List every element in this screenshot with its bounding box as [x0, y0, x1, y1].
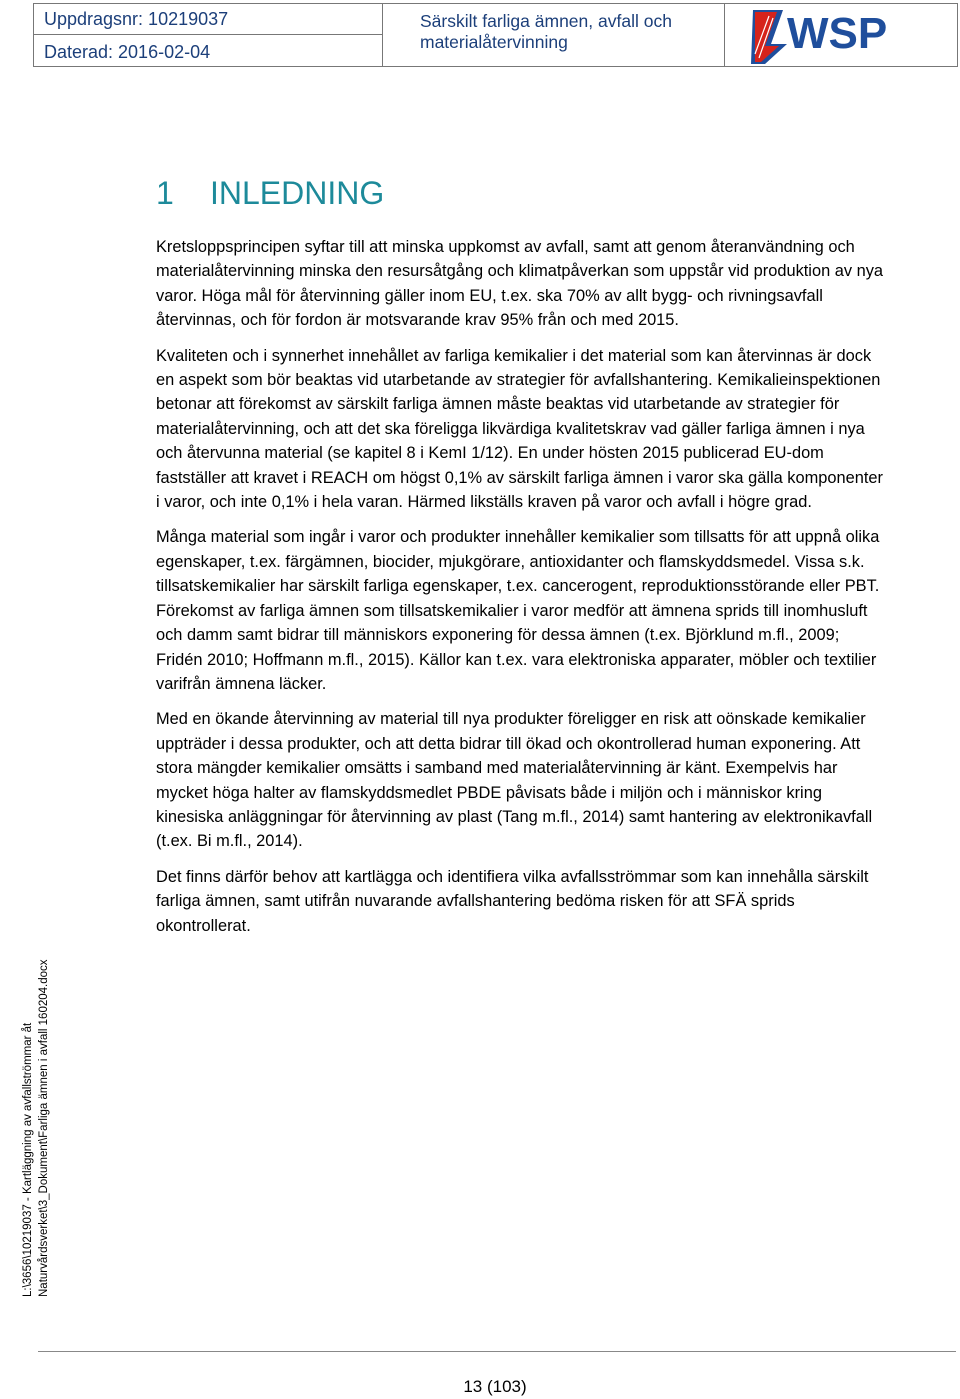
file-path-line-2: Naturvårdsverket\3_Dokument\Farliga ämnen i avfall 160204.docx — [38, 959, 50, 1297]
paragraph: Kretsloppsprincipen syftar till att minska uppkomst av avfall, samt att genom återanvändning och materialåtervinning minska den resursåtgång och klimatpåverkan som uppstår vid produktion av nya varor. Höga mål för återvinning gäller inom EU, t.ex. ska 70% av allt bygg- och rivningsavfall återvinnas, och för fordon är motsvarande krav 95% från och med 2015. — [156, 238, 884, 330]
title-cell — [383, 4, 725, 66]
date-cell — [34, 35, 383, 66]
paragraph: Kvaliteten och i synnerhet innehållet av farliga kemikalier i det material som kan återvinnas är dock en aspekt som bör beaktas vid utarbetande av strategier för avfallshantering. Kemikalieinspektionen betonar att förekomst av särskilt farliga ämnen måste beaktas vid utarbetande av strategier för materialåtervinning, och att det ska föreligga likvärdiga kvalitetskrav vad gäller farliga ämnen i nya och återvunna material (se kapitel 8 i KemI 1/12). En under hösten 2015 publicerad EU-dom fastställer att kravet i REACH om högst 0,1% av särskilt farliga ämnen i varor ska gälla komponenter i varor, och inte 0,1% i hela varan. Härmed likställs kraven på varor och avfall i högre grad. — [156, 346, 883, 512]
file-path-margin — [0, 959, 50, 1297]
section-number: 1 — [156, 175, 174, 211]
header-table — [33, 3, 958, 67]
section-title: INLEDNING — [210, 175, 385, 211]
paragraph: Med en ökande återvinning av material till nya produkter föreligger en risk att oönskade kemikalier uppträder i dessa produkter, och att detta bidrar till ökad och okontrollerad human exponering. Att stora mängder kemikalier omsätts i samband med materialåtervinning är känt. Exempelvis har mycket höga halter av flamskyddsmedlet PBDE påvisats både i miljön och i människor kring kinesiska anläggningar för återvinning av plast (Tang m.fl., 2014) samt hantering av elektronikavfall (t.ex. Bi m.fl., 2014). — [156, 710, 873, 851]
footer-divider — [38, 1351, 956, 1352]
document-date: Daterad: 2016-02-04 — [44, 42, 211, 62]
logo-text: WSP — [787, 9, 888, 58]
order-number-cell — [34, 4, 383, 35]
document-title: Särskilt farliga ämnen, avfall och materialåtervinning — [420, 11, 672, 52]
logo-cell — [725, 4, 957, 66]
paragraph: Många material som ingår i varor och produkter innehåller kemikalier som tillsatts för att uppnå olika egenskaper, t.ex. färgämnen, biocider, mjukgörare, antioxidanter och flamskyddsmedel. Vissa s.k. tillsatskemikalier har särskilt farliga egenskaper, t.ex. cancerogent, reproduktionsstörande eller PBT. Förekomst av farliga ämnen som tillsatskemikalier i varor medför att ämnena sprids till inomhusluft och damm samt bidrar till människors exponering för dessa ämnen (t.ex. Björklund m.fl., 2009; Fridén 2010; Hoffmann m.fl., 2015). Källor kan t.ex. vara elektroniska apparater, möbler och textilier varifrån ämnena läcker. — [156, 528, 880, 693]
body-text — [156, 235, 886, 949]
wsp-logo — [725, 4, 957, 66]
paragraph: Det finns därför behov att kartlägga och identifiera vilka avfallsströmmar som kan innehålla särskilt farliga ämnen, samt utifrån nuvarande avfallshantering bedöma risken för att SFÄ sprids okontrollerat. — [156, 867, 869, 935]
file-path-line-1: L:\3656\10219037 - Kartläggning av avfallströmmar åt — [22, 1022, 34, 1297]
section-heading — [156, 175, 384, 212]
page-number: 13 (103) — [463, 1377, 527, 1396]
order-number: Uppdragsnr: 10219037 — [44, 9, 229, 29]
